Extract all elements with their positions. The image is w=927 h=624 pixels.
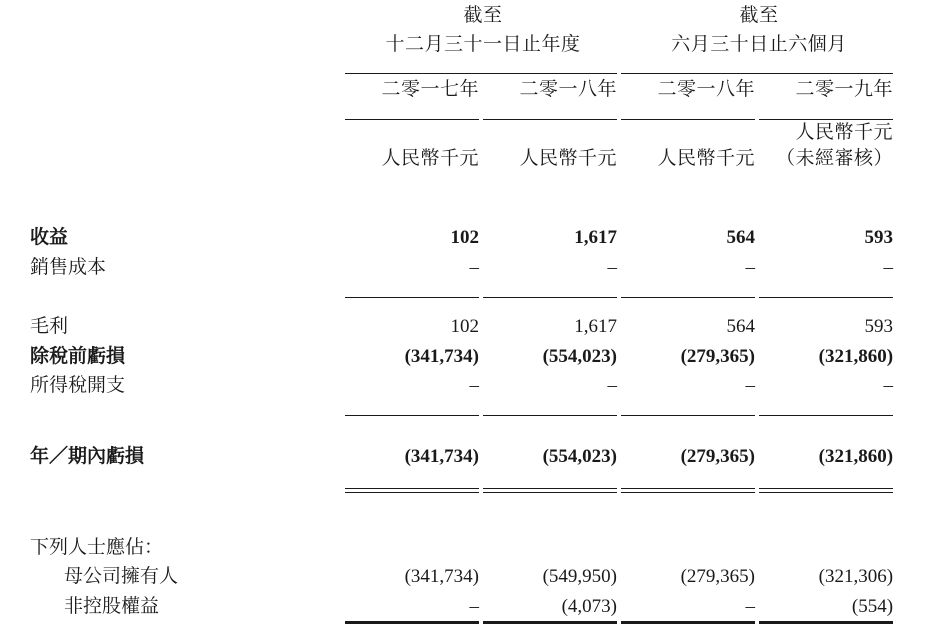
header-year-rule-row xyxy=(30,104,897,120)
rule-col-2 xyxy=(483,104,621,120)
header-group-rule-row xyxy=(30,58,897,74)
rule-gp-col4 xyxy=(759,282,897,298)
gap-after-gp-rule xyxy=(30,298,897,312)
header-group-annual-line2: 十二月三十一日止年度 xyxy=(385,34,581,55)
rule-spacer-3 xyxy=(30,282,345,298)
row-lbt-col2: (554,023) xyxy=(542,345,618,367)
row-label-revenue: 收益 xyxy=(30,227,69,249)
row-nci-col4: (554) xyxy=(851,595,894,617)
row-owners-col1: (341,734) xyxy=(404,566,479,588)
row-owners-col3: (279,365) xyxy=(680,566,756,588)
row-label-gross-profit: 毛利 xyxy=(30,316,69,338)
row-attr-col1 xyxy=(345,533,483,562)
row-nci-col1: – xyxy=(469,595,479,617)
header-group-interim xyxy=(621,0,897,29)
rule-spacer-4 xyxy=(30,400,345,416)
row-label-cost-of-sales: 銷售成本 xyxy=(30,256,107,278)
rule-col-4 xyxy=(759,104,897,120)
header-year-2018-annual: 二零一八年 xyxy=(519,79,618,100)
row-revenue-col1: 102 xyxy=(450,227,479,249)
rule-spacer xyxy=(30,58,345,74)
row-loss-col2: (554,023) xyxy=(542,446,618,468)
table-row xyxy=(30,253,897,282)
row-label-non-controlling: 非控股權益 xyxy=(64,595,160,617)
row-label-loss-for-period: 年／期內虧損 xyxy=(30,446,145,468)
unit-spacer xyxy=(30,120,345,171)
rule-loss-col3 xyxy=(621,400,759,416)
rule-gp-col2 xyxy=(483,282,621,298)
rule-loss-col1 xyxy=(345,400,483,416)
header-group-interim-line2-cell xyxy=(621,29,897,58)
table-row xyxy=(30,533,897,562)
header-group-row-2 xyxy=(30,29,897,58)
row-owners-col4: (321,306) xyxy=(818,566,894,588)
subtotal-rule-gross-profit xyxy=(30,282,897,298)
row-lbt-col1: (341,734) xyxy=(404,345,479,367)
row-revenue-col3: 564 xyxy=(726,227,756,249)
subtotal-rule-loss xyxy=(30,400,897,416)
header-unit-2-text: 人民幣千元 xyxy=(519,147,618,169)
row-label-income-tax: 所得稅開支 xyxy=(30,375,126,397)
rule-loss-col4 xyxy=(759,400,897,416)
year-spacer xyxy=(30,74,345,104)
row-attr-col3 xyxy=(621,533,759,562)
financial-table xyxy=(30,0,897,624)
table-row xyxy=(30,442,897,471)
row-gp-col2: 1,617 xyxy=(574,316,618,338)
header-unit-1-text: 人民幣千元 xyxy=(381,147,479,169)
row-tax-col1: – xyxy=(469,375,479,397)
rule-col-1 xyxy=(345,104,483,120)
table-row xyxy=(30,371,897,400)
double-rule-col1 xyxy=(345,472,483,493)
rule-col-3 xyxy=(621,104,759,120)
rule-gp-col1 xyxy=(345,282,483,298)
gap-before-total-loss xyxy=(30,416,897,442)
rule-loss-col2 xyxy=(483,400,621,416)
header-corner-cell xyxy=(30,0,345,29)
row-tax-col3: – xyxy=(745,375,756,397)
header-unit-1 xyxy=(345,120,483,171)
row-owners-col2: (549,950) xyxy=(542,566,618,588)
header-unit-3 xyxy=(621,120,759,171)
row-nci-col3: – xyxy=(745,595,756,617)
row-attr-col4 xyxy=(759,533,897,562)
rule-annual xyxy=(345,58,621,74)
table-row xyxy=(30,342,897,371)
header-year-2018-interim: 二零一八年 xyxy=(657,79,756,100)
row-cost-col3: – xyxy=(745,256,756,278)
row-loss-col3: (279,365) xyxy=(680,446,756,468)
header-group-annual xyxy=(345,0,621,29)
row-lbt-col4: (321,860) xyxy=(818,345,894,367)
header-unit-4-text: 人民幣千元 xyxy=(795,122,894,143)
row-revenue-col2: 1,617 xyxy=(574,227,618,249)
row-lbt-col3: (279,365) xyxy=(680,345,756,367)
header-group-annual-line2-cell xyxy=(345,29,621,58)
header-unit-4-note: （未經審核） xyxy=(776,147,894,169)
table-row xyxy=(30,592,897,621)
double-rule-total-loss xyxy=(30,472,897,493)
row-gp-col1: 102 xyxy=(450,316,479,338)
double-rule-col3 xyxy=(621,472,759,493)
header-year-row xyxy=(30,74,897,104)
rule-spacer-5 xyxy=(30,472,345,493)
header-unit-4 xyxy=(759,120,897,171)
row-tax-col4: – xyxy=(883,375,894,397)
header-corner-cell-2 xyxy=(30,29,345,58)
row-cost-col4: – xyxy=(883,256,894,278)
header-body-gap xyxy=(30,171,897,197)
row-loss-col1: (341,734) xyxy=(404,446,479,468)
header-group-annual-line1: 截至 xyxy=(463,5,503,26)
rule-spacer-2 xyxy=(30,104,345,120)
double-rule-col2 xyxy=(483,472,621,493)
row-loss-col4: (321,860) xyxy=(818,446,894,468)
row-gp-col4: 593 xyxy=(864,316,894,338)
double-rule-col4 xyxy=(759,472,897,493)
table-row xyxy=(30,562,897,591)
gap-before-attributable xyxy=(30,493,897,519)
header-year-2019-interim: 二零一九年 xyxy=(795,79,894,100)
header-group-row xyxy=(30,0,897,29)
rule-gp-col3 xyxy=(621,282,759,298)
table-row xyxy=(30,223,897,252)
row-label-attributable-to: 下列人士應佔： xyxy=(30,536,164,558)
row-label-loss-before-tax: 除稅前虧損 xyxy=(30,345,126,367)
row-revenue-col4: 593 xyxy=(864,227,894,249)
row-cost-col1: – xyxy=(469,256,479,278)
header-unit-3-text: 人民幣千元 xyxy=(657,147,756,169)
header-year-2017: 二零一七年 xyxy=(381,79,479,100)
header-group-interim-line2: 六月三十日止六個月 xyxy=(671,34,847,55)
row-tax-col2: – xyxy=(607,375,618,397)
row-cost-col2: – xyxy=(607,256,618,278)
table-row xyxy=(30,312,897,341)
header-body-gap-2 xyxy=(30,197,897,223)
header-unit-2 xyxy=(483,120,621,171)
gap-before-attributable-2 xyxy=(30,519,897,533)
header-group-interim-line1: 截至 xyxy=(739,5,779,26)
row-label-owners-of-parent: 母公司擁有人 xyxy=(64,566,179,588)
row-gp-col3: 564 xyxy=(726,316,756,338)
rule-interim xyxy=(621,58,897,74)
row-nci-col2: (4,073) xyxy=(561,595,618,617)
row-attr-col2 xyxy=(483,533,621,562)
header-unit-row xyxy=(30,120,897,171)
